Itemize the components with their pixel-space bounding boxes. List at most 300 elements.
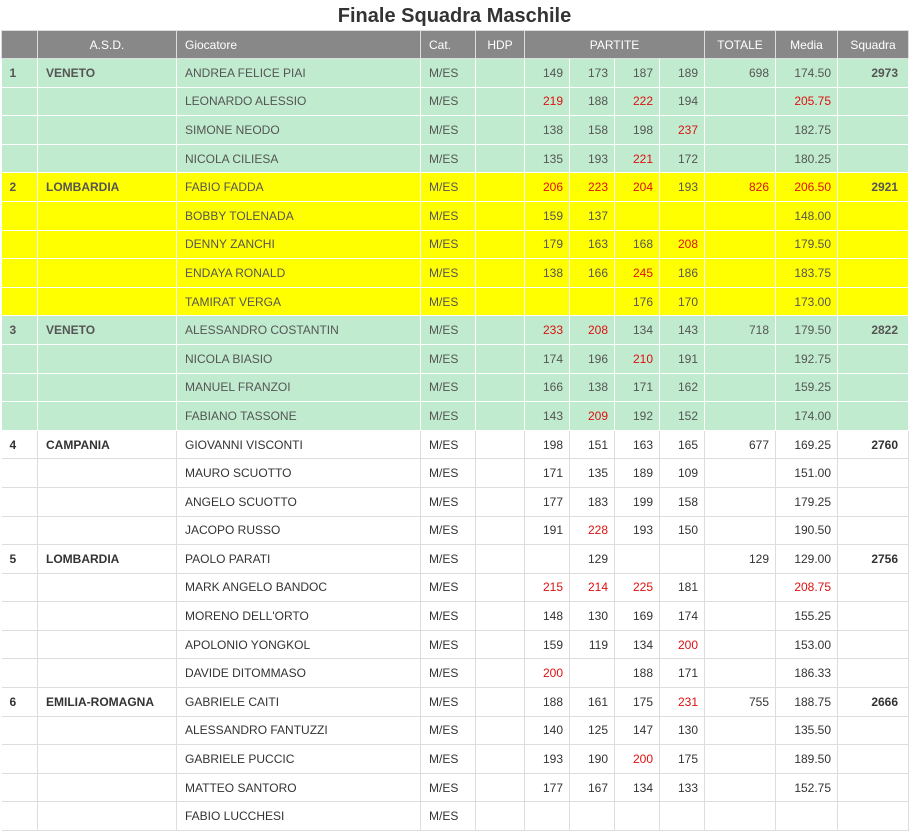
- team-partial-total-cell: [705, 630, 776, 659]
- game-score-cell: 143: [525, 402, 570, 431]
- hdp-cell: [476, 87, 525, 116]
- category-cell: M/ES: [421, 316, 476, 345]
- game-score-cell: 138: [525, 259, 570, 288]
- team-score-cell: [838, 344, 909, 373]
- average-cell: 129.00: [776, 545, 838, 574]
- game-score-cell: 148: [525, 602, 570, 631]
- team-score-cell: 2973: [838, 59, 909, 88]
- player-name-cell: FABIO LUCCHESI: [177, 802, 421, 831]
- average-cell: 189.50: [776, 745, 838, 774]
- team-partial-total-cell: [705, 773, 776, 802]
- player-name-cell: MORENO DELL'ORTO: [177, 602, 421, 631]
- game-score-cell: 129: [570, 545, 615, 574]
- rank-cell: [2, 802, 38, 831]
- team-score-cell: [838, 144, 909, 173]
- table-row: [2, 459, 909, 488]
- player-name-cell: MATTEO SANTORO: [177, 773, 421, 802]
- game-score-cell: 181: [660, 573, 705, 602]
- team-name-cell: LOMBARDIA: [38, 173, 177, 202]
- game-score-cell: 190: [570, 745, 615, 774]
- game-score-cell: 158: [660, 487, 705, 516]
- game-score-cell: 152: [660, 402, 705, 431]
- game-score-cell: 200: [660, 630, 705, 659]
- team-partial-total-cell: [705, 459, 776, 488]
- game-score-cell: 169: [615, 602, 660, 631]
- game-score-cell: [660, 545, 705, 574]
- team-partial-total-cell: [705, 487, 776, 516]
- team-score-cell: 2760: [838, 430, 909, 459]
- category-cell: M/ES: [421, 716, 476, 745]
- table-header: [2, 31, 909, 59]
- table-row: [2, 688, 909, 717]
- game-score-cell: 187: [615, 59, 660, 88]
- game-score-cell: 163: [570, 230, 615, 259]
- team-score-cell: 2666: [838, 688, 909, 717]
- game-score-cell: 119: [570, 630, 615, 659]
- player-name-cell: BOBBY TOLENADA: [177, 201, 421, 230]
- team-partial-total-cell: [705, 201, 776, 230]
- average-cell: 179.50: [776, 316, 838, 345]
- team-name-cell: [38, 144, 177, 173]
- team-score-cell: 2921: [838, 173, 909, 202]
- table-row: [2, 144, 909, 173]
- team-partial-total-cell: [705, 144, 776, 173]
- category-cell: M/ES: [421, 773, 476, 802]
- team-partial-total-cell: 755: [705, 688, 776, 717]
- game-score-cell: [525, 545, 570, 574]
- team-partial-total-cell: [705, 116, 776, 145]
- game-score-cell: 165: [660, 430, 705, 459]
- team-partial-total-cell: [705, 516, 776, 545]
- team-score-cell: [838, 573, 909, 602]
- player-name-cell: JACOPO RUSSO: [177, 516, 421, 545]
- game-score-cell: [660, 201, 705, 230]
- game-score-cell: 223: [570, 173, 615, 202]
- player-name-cell: MAURO SCUOTTO: [177, 459, 421, 488]
- team-name-cell: EMILIA-ROMAGNA: [38, 688, 177, 717]
- rank-cell: 2: [2, 173, 38, 202]
- game-score-cell: 208: [660, 230, 705, 259]
- average-cell: 205.75: [776, 87, 838, 116]
- team-partial-total-cell: [705, 573, 776, 602]
- hdp-cell: [476, 688, 525, 717]
- table-row: [2, 487, 909, 516]
- table-row: [2, 659, 909, 688]
- game-score-cell: 161: [570, 688, 615, 717]
- category-cell: M/ES: [421, 59, 476, 88]
- team-partial-total-cell: 718: [705, 316, 776, 345]
- team-score-cell: [838, 802, 909, 831]
- rank-cell: [2, 630, 38, 659]
- page-title: Finale Squadra Maschile: [337, 5, 572, 27]
- hdp-cell: [476, 402, 525, 431]
- game-score-cell: 171: [615, 373, 660, 402]
- category-cell: M/ES: [421, 602, 476, 631]
- game-score-cell: 188: [615, 659, 660, 688]
- hdp-cell: [476, 373, 525, 402]
- game-score-cell: 177: [525, 487, 570, 516]
- team-score-cell: [838, 230, 909, 259]
- game-score-cell: 138: [525, 116, 570, 145]
- game-score-cell: 221: [615, 144, 660, 173]
- category-cell: M/ES: [421, 116, 476, 145]
- col-cat: Cat.: [421, 31, 476, 59]
- game-score-cell: 137: [570, 201, 615, 230]
- table-row: [2, 773, 909, 802]
- col-asd: A.S.D.: [38, 31, 177, 59]
- team-name-cell: LOMBARDIA: [38, 545, 177, 574]
- hdp-cell: [476, 745, 525, 774]
- game-score-cell: 171: [525, 459, 570, 488]
- table-row: [2, 259, 909, 288]
- hdp-cell: [476, 344, 525, 373]
- table-row: [2, 602, 909, 631]
- hdp-cell: [476, 144, 525, 173]
- team-partial-total-cell: [705, 402, 776, 431]
- game-score-cell: 130: [660, 716, 705, 745]
- hdp-cell: [476, 602, 525, 631]
- game-score-cell: 125: [570, 716, 615, 745]
- average-cell: 169.25: [776, 430, 838, 459]
- team-score-cell: [838, 201, 909, 230]
- game-score-cell: 175: [660, 745, 705, 774]
- average-cell: 190.50: [776, 516, 838, 545]
- hdp-cell: [476, 516, 525, 545]
- game-score-cell: 151: [570, 430, 615, 459]
- average-cell: 155.25: [776, 602, 838, 631]
- player-name-cell: NICOLA CILIESA: [177, 144, 421, 173]
- average-cell: 152.75: [776, 773, 838, 802]
- team-name-cell: VENETO: [38, 316, 177, 345]
- team-partial-total-cell: [705, 659, 776, 688]
- rank-cell: [2, 344, 38, 373]
- team-name-cell: [38, 630, 177, 659]
- game-score-cell: 208: [570, 316, 615, 345]
- game-score-cell: 209: [570, 402, 615, 431]
- player-name-cell: APOLONIO YONGKOL: [177, 630, 421, 659]
- category-cell: M/ES: [421, 344, 476, 373]
- team-name-cell: [38, 802, 177, 831]
- game-score-cell: 225: [615, 573, 660, 602]
- category-cell: M/ES: [421, 659, 476, 688]
- average-cell: 186.33: [776, 659, 838, 688]
- game-score-cell: [570, 659, 615, 688]
- team-partial-total-cell: [705, 230, 776, 259]
- game-score-cell: 183: [570, 487, 615, 516]
- col-avg: Media: [776, 31, 838, 59]
- game-score-cell: 109: [660, 459, 705, 488]
- game-score-cell: 176: [615, 287, 660, 316]
- hdp-cell: [476, 173, 525, 202]
- game-score-cell: 147: [615, 716, 660, 745]
- table-row: [2, 373, 909, 402]
- team-score-cell: [838, 745, 909, 774]
- table-row: [2, 316, 909, 345]
- game-score-cell: 188: [525, 688, 570, 717]
- category-cell: M/ES: [421, 630, 476, 659]
- game-score-cell: [660, 802, 705, 831]
- game-score-cell: 189: [615, 459, 660, 488]
- team-name-cell: [38, 373, 177, 402]
- hdp-cell: [476, 659, 525, 688]
- hdp-cell: [476, 316, 525, 345]
- team-score-cell: 2756: [838, 545, 909, 574]
- table-row: [2, 230, 909, 259]
- col-games: PARTITE: [525, 31, 705, 59]
- game-score-cell: 135: [570, 459, 615, 488]
- game-score-cell: 206: [525, 173, 570, 202]
- game-score-cell: 174: [660, 602, 705, 631]
- team-score-cell: [838, 259, 909, 288]
- table-row: [2, 545, 909, 574]
- category-cell: M/ES: [421, 545, 476, 574]
- player-name-cell: MANUEL FRANZOI: [177, 373, 421, 402]
- game-score-cell: 199: [615, 487, 660, 516]
- team-partial-total-cell: [705, 344, 776, 373]
- rank-cell: [2, 144, 38, 173]
- rank-cell: [2, 487, 38, 516]
- rank-cell: [2, 402, 38, 431]
- rank-cell: 1: [2, 59, 38, 88]
- team-name-cell: [38, 516, 177, 545]
- team-score-cell: [838, 602, 909, 631]
- game-score-cell: 196: [570, 344, 615, 373]
- player-name-cell: TAMIRAT VERGA: [177, 287, 421, 316]
- game-score-cell: 130: [570, 602, 615, 631]
- category-cell: M/ES: [421, 201, 476, 230]
- team-partial-total-cell: 698: [705, 59, 776, 88]
- col-player: Giocatore: [177, 31, 421, 59]
- player-name-cell: GIOVANNI VISCONTI: [177, 430, 421, 459]
- game-score-cell: 162: [660, 373, 705, 402]
- rank-cell: 6: [2, 688, 38, 717]
- table-row: [2, 287, 909, 316]
- team-score-cell: [838, 459, 909, 488]
- team-score-cell: [838, 402, 909, 431]
- team-partial-total-cell: [705, 802, 776, 831]
- table-row: [2, 573, 909, 602]
- team-partial-total-cell: [705, 716, 776, 745]
- category-cell: M/ES: [421, 87, 476, 116]
- game-score-cell: 158: [570, 116, 615, 145]
- team-score-cell: [838, 516, 909, 545]
- game-score-cell: 198: [615, 116, 660, 145]
- team-partial-total-cell: 129: [705, 545, 776, 574]
- table-row: [2, 402, 909, 431]
- game-score-cell: 188: [570, 87, 615, 116]
- category-cell: M/ES: [421, 402, 476, 431]
- rank-cell: [2, 716, 38, 745]
- game-score-cell: 173: [570, 59, 615, 88]
- category-cell: M/ES: [421, 173, 476, 202]
- game-score-cell: 186: [660, 259, 705, 288]
- game-score-cell: 134: [615, 773, 660, 802]
- player-name-cell: ANGELO SCUOTTO: [177, 487, 421, 516]
- table-row: [2, 630, 909, 659]
- team-name-cell: [38, 402, 177, 431]
- game-score-cell: 214: [570, 573, 615, 602]
- game-score-cell: 233: [525, 316, 570, 345]
- team-partial-total-cell: [705, 602, 776, 631]
- table-row: [2, 173, 909, 202]
- game-score-cell: 193: [660, 173, 705, 202]
- player-name-cell: PAOLO PARATI: [177, 545, 421, 574]
- team-score-cell: [838, 87, 909, 116]
- average-cell: [776, 802, 838, 831]
- player-name-cell: FABIANO TASSONE: [177, 402, 421, 431]
- team-name-cell: [38, 659, 177, 688]
- rank-cell: [2, 287, 38, 316]
- rank-cell: [2, 116, 38, 145]
- game-score-cell: 193: [570, 144, 615, 173]
- team-name-cell: [38, 230, 177, 259]
- team-partial-total-cell: 677: [705, 430, 776, 459]
- category-cell: M/ES: [421, 487, 476, 516]
- team-score-cell: [838, 659, 909, 688]
- team-name-cell: CAMPANIA: [38, 430, 177, 459]
- game-score-cell: 166: [570, 259, 615, 288]
- game-score-cell: 194: [660, 87, 705, 116]
- game-score-cell: 138: [570, 373, 615, 402]
- team-name-cell: [38, 773, 177, 802]
- category-cell: M/ES: [421, 573, 476, 602]
- game-score-cell: [615, 802, 660, 831]
- team-score-cell: [838, 487, 909, 516]
- game-score-cell: 172: [660, 144, 705, 173]
- game-score-cell: 174: [525, 344, 570, 373]
- player-name-cell: LEONARDO ALESSIO: [177, 87, 421, 116]
- average-cell: 208.75: [776, 573, 838, 602]
- player-name-cell: ALESSANDRO FANTUZZI: [177, 716, 421, 745]
- game-score-cell: 245: [615, 259, 660, 288]
- category-cell: M/ES: [421, 745, 476, 774]
- team-partial-total-cell: [705, 373, 776, 402]
- team-score-cell: [838, 373, 909, 402]
- team-partial-total-cell: [705, 87, 776, 116]
- game-score-cell: 134: [615, 316, 660, 345]
- hdp-cell: [476, 773, 525, 802]
- game-score-cell: 166: [525, 373, 570, 402]
- game-score-cell: 228: [570, 516, 615, 545]
- game-score-cell: 222: [615, 87, 660, 116]
- rank-cell: [2, 773, 38, 802]
- team-partial-total-cell: [705, 259, 776, 288]
- team-name-cell: [38, 87, 177, 116]
- rank-cell: [2, 602, 38, 631]
- rank-cell: [2, 230, 38, 259]
- game-score-cell: 210: [615, 344, 660, 373]
- game-score-cell: 198: [525, 430, 570, 459]
- table-row: [2, 344, 909, 373]
- team-name-cell: [38, 602, 177, 631]
- category-cell: M/ES: [421, 230, 476, 259]
- average-cell: 174.00: [776, 402, 838, 431]
- table-row: [2, 59, 909, 88]
- game-score-cell: 177: [525, 773, 570, 802]
- game-score-cell: 149: [525, 59, 570, 88]
- average-cell: 192.75: [776, 344, 838, 373]
- average-cell: 182.75: [776, 116, 838, 145]
- game-score-cell: 200: [615, 745, 660, 774]
- game-score-cell: 159: [525, 201, 570, 230]
- hdp-cell: [476, 59, 525, 88]
- team-name-cell: [38, 116, 177, 145]
- rank-cell: [2, 459, 38, 488]
- game-score-cell: 170: [660, 287, 705, 316]
- average-cell: 151.00: [776, 459, 838, 488]
- team-score-cell: [838, 116, 909, 145]
- game-score-cell: 175: [615, 688, 660, 717]
- player-name-cell: GABRIELE CAITI: [177, 688, 421, 717]
- team-name-cell: [38, 287, 177, 316]
- game-score-cell: [525, 802, 570, 831]
- team-name-cell: [38, 745, 177, 774]
- rank-cell: [2, 259, 38, 288]
- col-total: TOTALE: [705, 31, 776, 59]
- player-name-cell: FABIO FADDA: [177, 173, 421, 202]
- game-score-cell: 135: [525, 144, 570, 173]
- category-cell: M/ES: [421, 373, 476, 402]
- rank-cell: [2, 373, 38, 402]
- hdp-cell: [476, 545, 525, 574]
- game-score-cell: 219: [525, 87, 570, 116]
- average-cell: 174.50: [776, 59, 838, 88]
- category-cell: M/ES: [421, 688, 476, 717]
- average-cell: 206.50: [776, 173, 838, 202]
- game-score-cell: 231: [660, 688, 705, 717]
- game-score-cell: 163: [615, 430, 660, 459]
- team-name-cell: [38, 573, 177, 602]
- table-row: [2, 516, 909, 545]
- rank-cell: [2, 659, 38, 688]
- game-score-cell: 143: [660, 316, 705, 345]
- rank-cell: 3: [2, 316, 38, 345]
- team-name-cell: VENETO: [38, 59, 177, 88]
- col-pos: [2, 31, 38, 59]
- rank-cell: [2, 573, 38, 602]
- team-name-cell: [38, 201, 177, 230]
- table-body: [2, 59, 909, 831]
- team-name-cell: [38, 716, 177, 745]
- player-name-cell: ANDREA FELICE PIAI: [177, 59, 421, 88]
- hdp-cell: [476, 201, 525, 230]
- category-cell: M/ES: [421, 144, 476, 173]
- col-hdp: HDP: [476, 31, 525, 59]
- average-cell: 135.50: [776, 716, 838, 745]
- average-cell: 188.75: [776, 688, 838, 717]
- game-score-cell: 189: [660, 59, 705, 88]
- category-cell: M/ES: [421, 459, 476, 488]
- rank-cell: 5: [2, 545, 38, 574]
- hdp-cell: [476, 573, 525, 602]
- table-row: [2, 201, 909, 230]
- player-name-cell: GABRIELE PUCCIC: [177, 745, 421, 774]
- rank-cell: [2, 87, 38, 116]
- game-score-cell: 168: [615, 230, 660, 259]
- category-cell: M/ES: [421, 430, 476, 459]
- team-name-cell: [38, 259, 177, 288]
- table-row: [2, 116, 909, 145]
- table-row: [2, 745, 909, 774]
- game-score-cell: 237: [660, 116, 705, 145]
- hdp-cell: [476, 630, 525, 659]
- table-row: [2, 716, 909, 745]
- game-score-cell: [615, 545, 660, 574]
- average-cell: 180.25: [776, 144, 838, 173]
- team-partial-total-cell: 826: [705, 173, 776, 202]
- hdp-cell: [476, 716, 525, 745]
- category-cell: M/ES: [421, 802, 476, 831]
